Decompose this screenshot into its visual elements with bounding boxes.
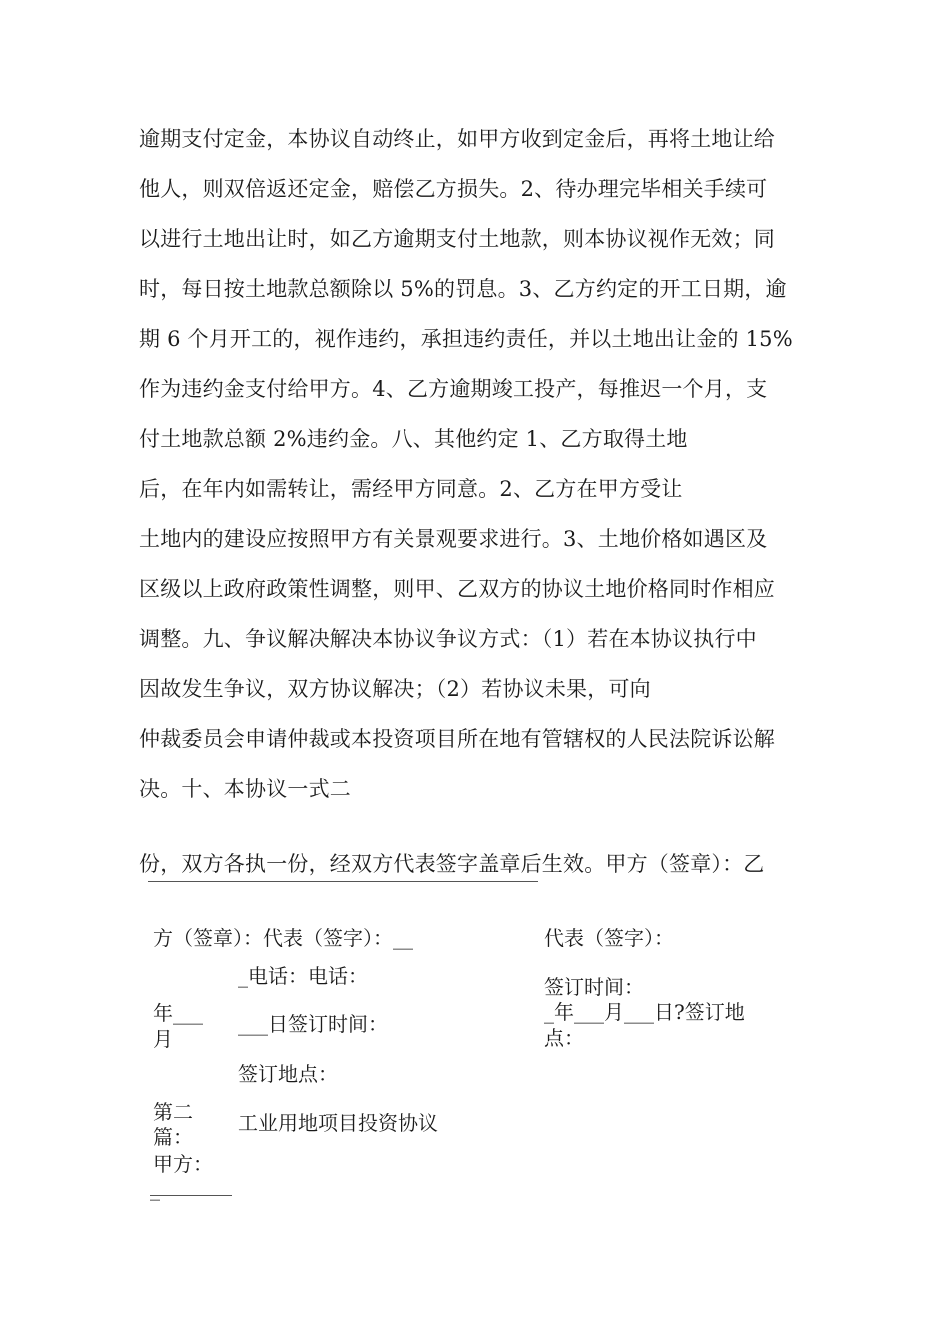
phone-text: _电话：电话： xyxy=(238,964,368,988)
year-text: 年___ xyxy=(153,1001,203,1025)
party-a-blank: _ xyxy=(150,1177,160,1201)
body-line: 后，在年内如需转让，需经甲方同意。2、乙方在甲方受让 xyxy=(139,477,683,501)
signature-line xyxy=(150,1195,232,1196)
month-text: 月 xyxy=(153,1027,173,1051)
body-line: 仲裁委员会申请仲裁或本投资项目所在地有管辖权的人民法院诉讼解 xyxy=(139,727,775,751)
body-line: 份，双方各执一份，经双方代表签字盖章后生效。甲方（签章）：乙 xyxy=(139,852,765,876)
body-line: 土地内的建设应按照甲方有关景观要求进行。3、土地价格如遇区及 xyxy=(139,527,768,551)
body-line: 以进行土地出让时，如乙方逾期支付土地款，则本协议视作无效；同 xyxy=(139,227,775,251)
body-line: 时，每日按土地款总额除以 5%的罚息。3、乙方约定的开工日期，逾 xyxy=(139,277,787,301)
body-line: 他人，则双倍返还定金，赔偿乙方损失。2、待办理完毕相关手续可 xyxy=(139,177,768,201)
party-a-label: 甲方： xyxy=(153,1152,213,1176)
chapter-title: 工业用地项目投资协议 xyxy=(238,1111,438,1135)
body-line: 调整。九、争议解决解决本协议争议方式：（1）若在本协议执行中 xyxy=(139,627,757,651)
right-representative-text: 代表（签字）： xyxy=(544,926,674,950)
body-line: 决。十、本协议一式二 xyxy=(139,777,351,801)
sign-time-text: ___日签订时间： xyxy=(238,1012,388,1036)
body-line: 付土地款总额 2%违约金。八、其他约定 1、乙方取得土地 xyxy=(139,427,688,451)
body-line: 逾期支付定金，本协议自动终止，如甲方收到定金后，再将土地让给 xyxy=(139,127,775,151)
body-line: 区级以上政府政策性调整，则甲、乙双方的协议土地价格同时作相应 xyxy=(139,577,775,601)
right-date-text: _年___月___日?签订地 xyxy=(544,1000,745,1024)
sign-place-text: 签订地点： xyxy=(238,1062,338,1086)
body-line: 因故发生争议，双方协议解决；（2）若协议未果，可向 xyxy=(139,677,651,701)
party-b-representative-text: 方（签章）：代表（签字）：__ xyxy=(153,926,413,950)
right-sign-time-text: 签订时间： xyxy=(544,975,644,999)
chapter-label: 第二 xyxy=(153,1100,193,1124)
divider-line xyxy=(148,881,538,882)
right-place-text: 点： xyxy=(544,1026,584,1050)
body-line: 作为违约金支付给甲方。4、乙方逾期竣工投产，每推迟一个月，支 xyxy=(139,377,768,401)
body-line: 期 6 个月开工的，视作违约，承担违约责任，并以土地出让金的 15% xyxy=(139,327,793,351)
chapter-label: 篇： xyxy=(153,1125,193,1149)
